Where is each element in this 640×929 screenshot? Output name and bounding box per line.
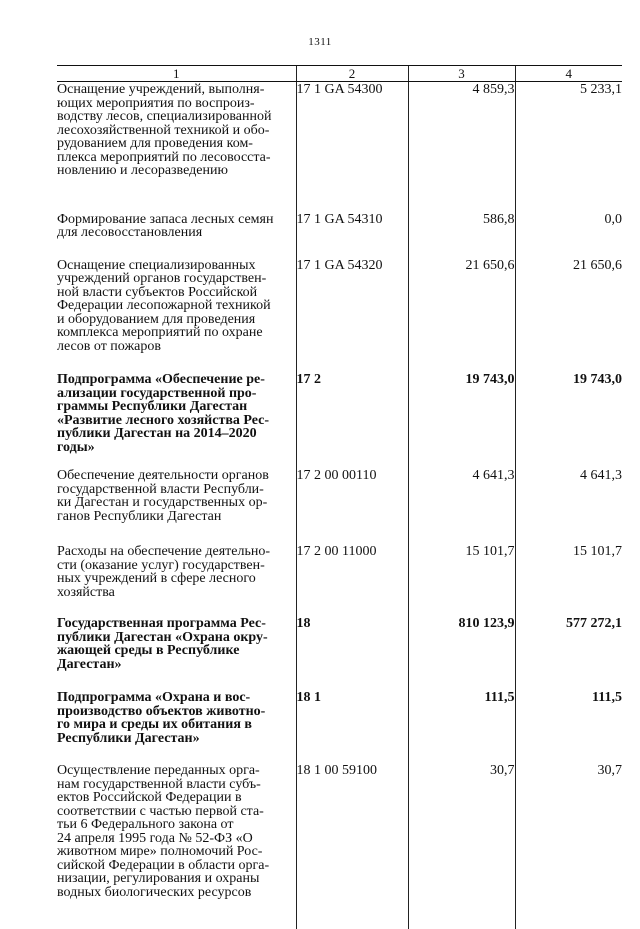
page-number: 1311 [0, 36, 640, 48]
row-value-2021-cell [515, 523, 622, 599]
table-row [57, 523, 622, 599]
row-value-2021-text: 0,0 [516, 213, 623, 227]
row-value-2020-cell [408, 240, 515, 354]
row-name-cell [57, 454, 296, 523]
row-name-text: Оснащение специализированных учреждений органов государствен- ной власти субъектов Российской Федерации лесопожарной техникой и оборудованием для проведения комплекса мероприятий по охране лесов от пожаров [57, 259, 296, 354]
row-code-text: 17 1 GA 54310 [297, 213, 408, 227]
row-value-2021-text: 577 272,1 [516, 617, 623, 631]
row-value-2020-text: 19 743,0 [409, 373, 515, 387]
budget-table [57, 65, 622, 929]
column-header-1: 1 [57, 66, 296, 82]
row-value-2021-text: 5 233,1 [516, 83, 623, 97]
row-value-2020-cell [408, 454, 515, 523]
column-header-3: 3 [408, 66, 515, 82]
column-header-4: 4 [515, 66, 622, 82]
row-value-2021-text: 111,5 [516, 691, 623, 705]
row-value-2020-text: 21 650,6 [409, 259, 515, 273]
row-name-text: Государственная программа Рес- публики Дагестан «Охрана окру- жающей среды в Республике Дагестан» [57, 617, 296, 671]
filler-cell [57, 899, 296, 929]
row-value-2021-cell [515, 82, 622, 178]
row-value-2021-text: 15 101,7 [516, 545, 623, 559]
table-row [57, 240, 622, 354]
row-value-2020-cell [408, 745, 515, 899]
filler-cell [515, 899, 622, 929]
row-value-2020-cell [408, 523, 515, 599]
row-name-cell [57, 745, 296, 899]
row-value-2020-cell [408, 353, 515, 454]
table-row [57, 671, 622, 745]
row-value-2020-text: 586,8 [409, 213, 515, 227]
row-value-2021-cell [515, 353, 622, 454]
row-code-cell [296, 353, 408, 454]
table-row [57, 454, 622, 523]
row-value-2020-cell [408, 178, 515, 240]
row-value-2020-text: 4 641,3 [409, 469, 515, 483]
table-row [57, 353, 622, 454]
row-value-2020-cell [408, 82, 515, 178]
row-value-2021-text: 21 650,6 [516, 259, 623, 273]
row-code-text: 18 1 [297, 691, 408, 705]
row-name-text: Осуществление переданных орга- нам государственной власти субъ- ектов Российской Федерации в соответствии с частью первой ста- тьи 6 Федерального закона от 24 апреля 1995 года № 52-ФЗ «О животном мире» полномочий Рос- сийской Федерации в области орга- низации, регулирования и охраны водных биологических ресурсов [57, 764, 296, 899]
row-value-2020-text: 111,5 [409, 691, 515, 705]
row-code-text: 17 2 [297, 373, 408, 387]
row-value-2020-cell [408, 671, 515, 745]
filler-cell [408, 899, 515, 929]
row-name-cell [57, 178, 296, 240]
row-value-2021-cell [515, 745, 622, 899]
row-code-text: 17 1 GA 54300 [297, 83, 408, 97]
row-code-cell [296, 745, 408, 899]
row-value-2021-cell [515, 454, 622, 523]
row-code-text: 17 1 GA 54320 [297, 259, 408, 273]
row-code-cell [296, 178, 408, 240]
table-body [57, 82, 622, 929]
row-name-text: Обеспечение деятельности органов государственной власти Республи- ки Дагестан и государственных ор- ганов Республики Дагестан [57, 469, 296, 523]
row-value-2021-cell [515, 671, 622, 745]
table-row [57, 178, 622, 240]
row-name-text: Расходы на обеспечение деятельно- сти (оказание услуг) государствен- ных учреждений в сфере лесного хозяйства [57, 545, 296, 599]
row-value-2020-text: 810 123,9 [409, 617, 515, 631]
row-code-text: 17 2 00 00110 [297, 469, 408, 483]
row-name-cell [57, 671, 296, 745]
row-value-2020-text: 15 101,7 [409, 545, 515, 559]
table-filler-row [57, 899, 622, 929]
row-name-cell [57, 353, 296, 454]
row-value-2021-text: 4 641,3 [516, 469, 623, 483]
row-value-2021-cell [515, 599, 622, 671]
table-row [57, 745, 622, 899]
row-value-2020-text: 4 859,3 [409, 83, 515, 97]
row-name-text: Подпрограмма «Обеспечение ре- ализации государственной про- граммы Республики Дагестан «Развитие лесного хозяйства Рес- публики Дагестан на 2014–2020 годы» [57, 373, 296, 454]
row-code-cell [296, 454, 408, 523]
column-header-2: 2 [296, 66, 408, 82]
row-value-2020-text: 30,7 [409, 764, 515, 778]
row-name-text: Подпрограмма «Охрана и вос- производство объектов животно- го мира и среды их обитания в Республики Дагестан» [57, 691, 296, 745]
row-code-cell [296, 671, 408, 745]
row-value-2020-cell [408, 599, 515, 671]
row-code-text: 17 2 00 11000 [297, 545, 408, 559]
row-code-text: 18 1 00 59100 [297, 764, 408, 778]
row-code-text: 18 [297, 617, 408, 631]
row-name-cell [57, 240, 296, 354]
table-row [57, 82, 622, 178]
row-name-text: Оснащение учреждений, выполня- ющих мероприятия по воспроиз- водству лесов, специализированной лесохозяйственной техникой и обо- рудованием для проведения ком- плекса мероприятий по лесовосста- новлению и лесоразведению [57, 83, 296, 178]
row-name-text: Формирование запаса лесных семян для лесовосстановления [57, 213, 296, 240]
row-value-2021-cell [515, 178, 622, 240]
row-code-cell [296, 599, 408, 671]
row-name-cell [57, 599, 296, 671]
row-code-cell [296, 523, 408, 599]
table-row [57, 599, 622, 671]
row-name-cell [57, 523, 296, 599]
row-value-2021-text: 30,7 [516, 764, 623, 778]
row-code-cell [296, 82, 408, 178]
row-value-2021-cell [515, 240, 622, 354]
row-name-cell [57, 82, 296, 178]
row-value-2021-text: 19 743,0 [516, 373, 623, 387]
filler-cell [296, 899, 408, 929]
column-number-header [57, 66, 622, 82]
row-code-cell [296, 240, 408, 354]
